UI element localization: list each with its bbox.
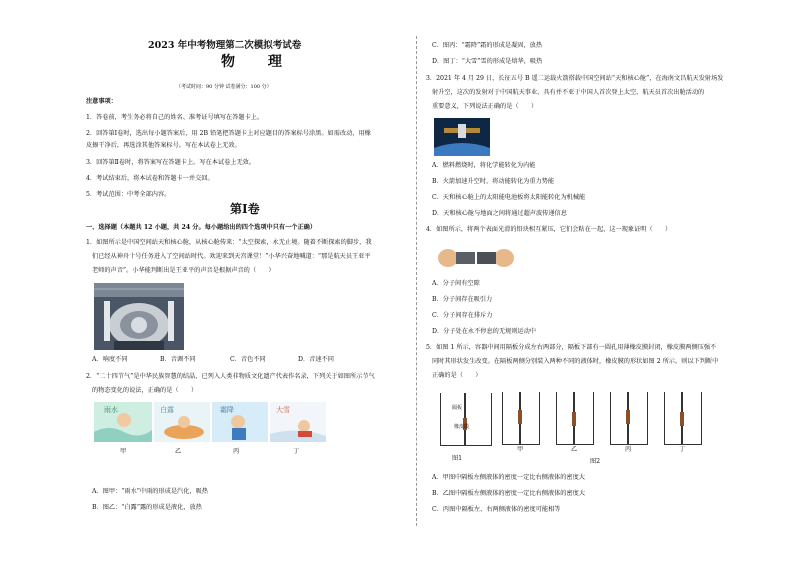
q3-line: 射升空，这次的发射对于中国航天事业，具有并不亚于中国人首次登上太空、航天员首次出舱活动的 [432,89,705,96]
exam-title: 2023 年中考物理第二次模拟考试卷 [148,40,302,51]
figure-1-caption: 图1 [452,455,463,462]
solar-term-rain-image [94,402,152,442]
space-station-orbit-photo [434,118,490,156]
note-line: 3．回答第Ⅱ卷时，将答案写在答题卡上。写在本试卷上无效。 [86,159,256,166]
rubber-membrane [572,412,576,426]
q2-caption: 丁 [293,448,300,455]
lead-blocks-image [436,242,516,272]
rubber-membrane [680,412,684,426]
q2-line: 的物态变化的说法，正确的是（ ） [92,387,198,394]
q5-line: 5．如图 1 所示，容器中间用隔板分成左右两部分，隔板下部有一圆孔用薄橡皮膜封闭，橡皮膜两侧压强不 [426,344,717,351]
q1-option-a: A．响度不同 [92,356,128,363]
section-instruction: 一、选择题（本题共 12 小题，共 24 分。每小题给出的四个选项中只有一个正确） [86,224,317,231]
q3-line: 重要意义，下列说法正确的是（ ） [432,103,538,110]
q2-caption: 乙 [175,448,182,455]
note-line: 1．答卷前，考生务必将自己的姓名、准考证号填写在答题卡上。 [86,114,264,121]
q5-caption: 丙 [625,446,632,453]
solar-term-label: 白露 [160,406,174,414]
q3-option-d: D．天和核心舱与地面之间将通过超声波传递信息 [432,210,567,217]
q3-line: 3．2021 年 4 月 29 日，长征五号 B 遥二运载火箭搭载中国空间站“天和核心舱”，在海南文昌航天发射场发 [426,75,724,82]
partition-label: 隔板 [452,405,463,411]
note-line: 4．考试结束后，将本试卷和答题卡一并交回。 [86,175,214,182]
q2-caption: 甲 [120,448,127,455]
q2-option-d: D．图丁：“大雪”雪的形成是熔华，吸热 [432,58,543,65]
note-line: 2．回答第Ⅰ卷时，选出每小题答案后，用 2B 铅笔把答题卡上对应题目的答案标号涂黑。如需改动，用橡 [86,130,371,137]
q3-option-a: A．燃料燃烧时，将化学能转化为内能 [432,162,536,169]
q3-option-b: B．火箭加速升空时，将动能转化为重力势能 [432,178,555,185]
notes-heading: 注意事项： [86,98,117,105]
q1-option-d: D．音速不同 [298,356,334,363]
solar-term-label: 雨水 [104,406,118,414]
q5-caption: 乙 [571,446,578,453]
q5-caption: 甲 [517,446,524,453]
q1-option-b: B．音调不同 [160,356,196,363]
q1-option-c: C．音色不同 [230,356,266,363]
section-title: 第Ⅰ卷 [230,202,260,216]
membrane-label: 橡皮膜 [454,424,470,430]
q4-option-d: D．分子处在永不停息的无规则运动中 [432,328,536,335]
q1-line: 1．如图所示是中国空间站天和核心舱，从核心舱传来：“太空探索，永无止境。随着不断探索的脚步，我 [86,239,372,246]
q2-option-b: B．图乙：“白露”露的形成是液化，放热 [92,504,202,511]
q5-caption: 丁 [679,446,686,453]
q1-line: 们已经从神舟十号任务进入了空间站时代。欢迎来到天宫课堂！”小华兴奋地喊道：“那是航天员王亚平 [92,253,371,260]
q5-option-a: A．甲图中隔板左侧液体的密度一定比右侧液体的密度大 [432,474,585,481]
rubber-membrane [518,410,522,424]
figure-2-caption: 图2 [590,458,601,465]
q2-option-c: C．图丙：“霜降”霜的形成是凝固，放热 [432,42,543,49]
q4-option-c: C．分子间存在排斥力 [432,312,493,319]
q5-option-c: C．丙图中隔板左、右两侧液体的密度可能相等 [432,506,561,513]
note-line: 皮擦干净后，再选涂其他答案标号。写在本试卷上无效。 [86,142,241,149]
q2-caption: 丙 [233,448,240,455]
q1-line: 老师的声音”。小华能判断出是王亚平的声音是根据声音的（ ） [92,267,275,274]
rubber-membrane [626,410,630,424]
note-line: 5．考试范围：中考全部内容。 [86,191,171,198]
q5-option-b: B．乙图中隔板左侧液体的密度一定比右侧液体的密度大 [432,490,586,497]
q2-option-a: A．图甲：“雨水”中雨的形成是汽化，吸热 [92,488,208,495]
subject-title: 物 理 [221,54,296,70]
q4-option-a: A．分子间有空隙 [432,280,480,287]
q2-line: 2．“二十四节气”是中华民族智慧的结晶，已列入人类非物质文化遗产代表作名录，下列关于如图所示节气 [86,373,375,380]
q4-option-b: B．分子间存在吸引力 [432,296,493,303]
solar-term-label: 霜降 [220,406,234,414]
space-station-photo [94,283,184,350]
solar-term-label: 大雪 [276,406,290,414]
q3-option-c: C．天和核心舱上的太阳能电池板将太阳能转化为机械能 [432,194,586,201]
column-divider [416,36,417,526]
exam-meta: （考试时间：90 分钟 试卷满分：100 分） [176,84,272,90]
q5-line: 同时其形状发生改变。在隔板两侧分别装入两种不同的液体时，橡皮膜的形状如图 2 所示。则以下判断中 [432,358,719,365]
q5-line: 正确的是（ ） [432,372,482,379]
q4-line: 4．如图所示，将两个表面光滑的铅块相互紧压，它们会粘在一起，这一现象证明（ ） [426,226,672,233]
